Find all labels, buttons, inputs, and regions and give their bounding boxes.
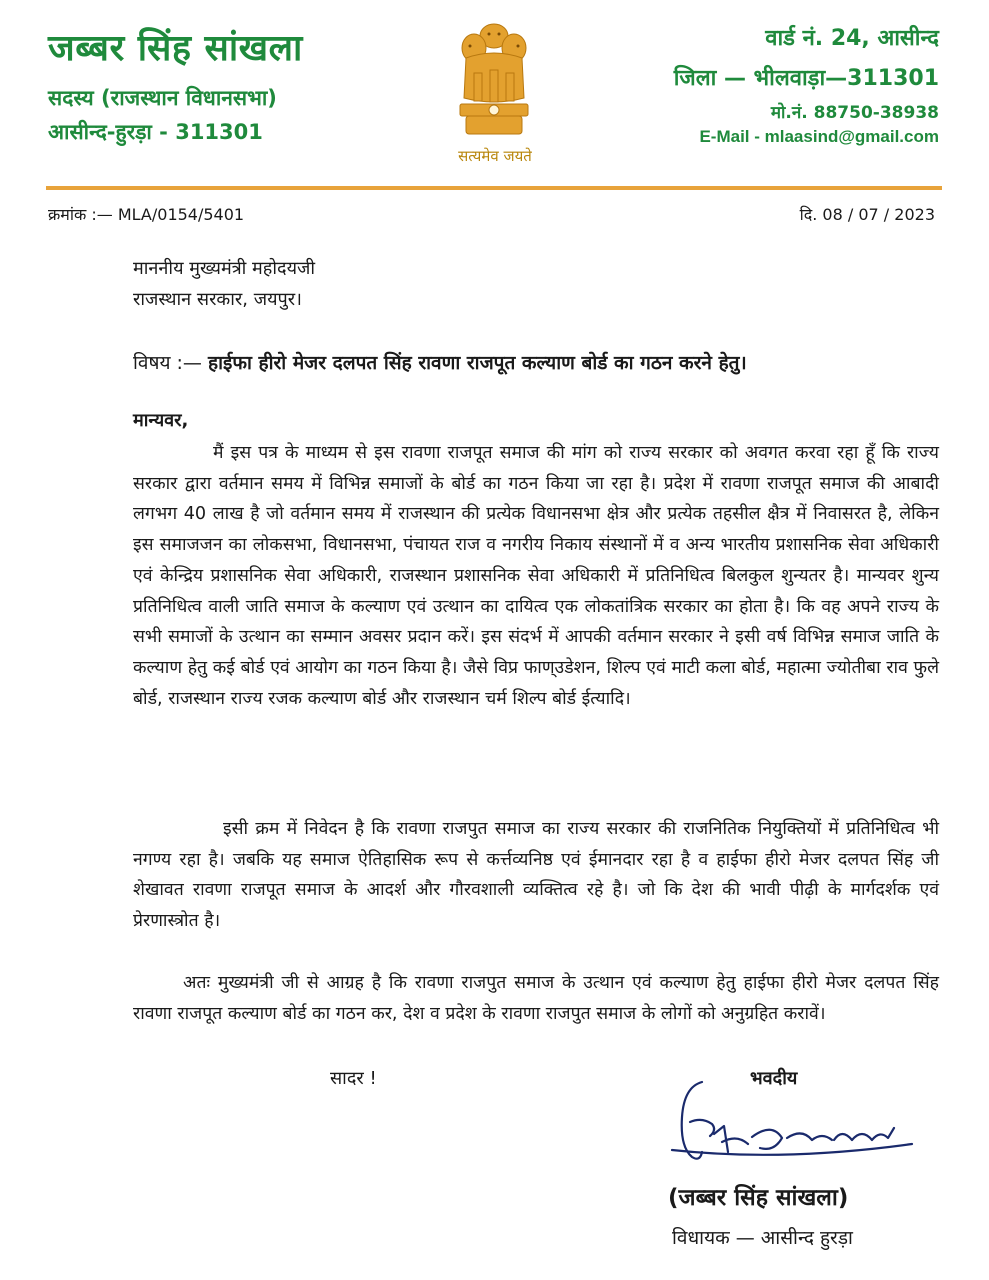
addressee-line-1: माननीय मुख्यमंत्री महोदयजी [133,258,316,279]
reference-number: क्रमांक :— MLA/0154/5401 [48,205,245,224]
emblem-motto: सत्यमेव जयते [458,147,532,165]
letterhead-constituency: आसीन्द-हुरड़ा - 311301 [48,120,263,144]
email-address: E-Mail - mlaasind@gmail.com [699,127,939,146]
subject-label: विषय :— [133,352,202,374]
subject-text: हाईफा हीरो मेजर दलपत सिंह रावणा राजपूत कल्याण बोर्ड का गठन करने हेतु। [207,352,747,374]
subject-line [133,349,747,375]
address-line-1: वार्ड नं. 24, आसीन्द [765,26,939,51]
signatory-designation: विधायक — आसीन्द हुरड़ा [672,1227,853,1249]
letterhead-name: जब्बर सिंह सांखला [48,28,303,69]
signatory-name: (जब्बर सिंह सांखला) [668,1185,849,1211]
letter-date: दि. 08 / 07 / 2023 [799,205,935,224]
addressee-line-2: राजस्थान सरकार, जयपुर। [133,289,302,310]
body-paragraph-2: इसी क्रम में निवेदन है कि रावणा राजपुत समाज का राज्य सरकार की राजनितिक नियुक्तियों में प्रतिनिधित्व भी नगण्य रहा है। जबकि यह समाज ऐतिहासिक रूप से कर्त्तव्यनिष्ठ एवं ईमानदार रहा है व हाईफा हीरो मेजर दलपत सिंह जी शेखावत रावणा राजपूत समाज के आदर्श और गौरवशाली व्यक्तित्व रहे है। जो कि देश की भावी पीढ़ी के मार्गदर्शक एवं प्रेरणास्त्रोत है। [133,819,939,932]
closing-bhavdiy: भवदीय [750,1068,798,1089]
body-paragraph-3: अतः मुख्यमंत्री जी से आग्रह है कि रावणा राजपुत समाज के उत्थान एवं कल्याण हेतु हाईफा हीरो मेजर दलपत सिंह रावणा राजपूत कल्याण बोर्ड का गठन कर, देश व प्रदेश के रावणा राजपुत समाज के लोगों को अनुग्रहित करावें। [133,973,939,1024]
salutation: मान्यवर, [133,410,189,431]
handwritten-signature [662,1062,932,1172]
national-emblem-icon [444,18,544,143]
body-paragraph-1: मैं इस पत्र के माध्यम से इस रावणा राजपूत समाज की मांग को राज्य सरकार को अवगत करवा रहा हूँ कि राज्य सरकार द्वारा वर्तमान समय में विभिन्न समाजों के बोर्ड का गठन किया जा रहा है। प्रदेश में रावणा राजपूत समाज की आबादी लगभग 40 लाख है जो वर्तमान समय में राजस्थान की प्रत्येक विधानसभा क्षेत्र और प्रत्येक तहसील क्षैत्र में निवासरत है, लेकिन इस समाजजन का लोकसभा, विधानसभा, पंचायत राज व नगरीय निकाय संस्थानों में व अन्य भारतीय प्रशासनिक सेवा अधिकारी एवं केन्द्रिय प्रशासनिक सेवा अधिकारी, राजस्थान प्रशासनिक सेवा अधिकारी में प्रतिनिधित्व बिलकुल शुन्यतर है। मान्यवर शुन्य प्रतिनिधित्व वाली जाति समाज के कल्याण एवं उत्थान का दायित्व एक लोकतांत्रिक सरकार का होता है। कि वह अपने राज्य के सभी समाजों के उत्थान का सम्मान अवसर प्रदान करें। इस संदर्भ में आपकी वर्तमान सरकार ने इसी वर्ष विभिन्न समाज जाति के कल्याण हेतु कई बोर्ड एवं आयोग का गठन किया है। जैसे विप्र फाण्उडेशन, शिल्प एवं माटी कला बोर्ड, महात्मा ज्योतीबा राव फुले बोर्ड, राजस्थान राज्य रजक कल्याण बोर्ड और राजस्थान चर्म शिल्प बोर्ड ईत्यादि। [133,443,939,709]
address-line-2: जिला — भीलवाड़ा—311301 [673,66,939,91]
phone-number: मो.नं. 88750-38938 [770,103,939,123]
letterhead-divider [46,186,942,190]
letterhead-member-line: सदस्य (राजस्थान विधानसभा) [48,86,277,110]
closing-sadar: सादर ! [330,1068,377,1089]
